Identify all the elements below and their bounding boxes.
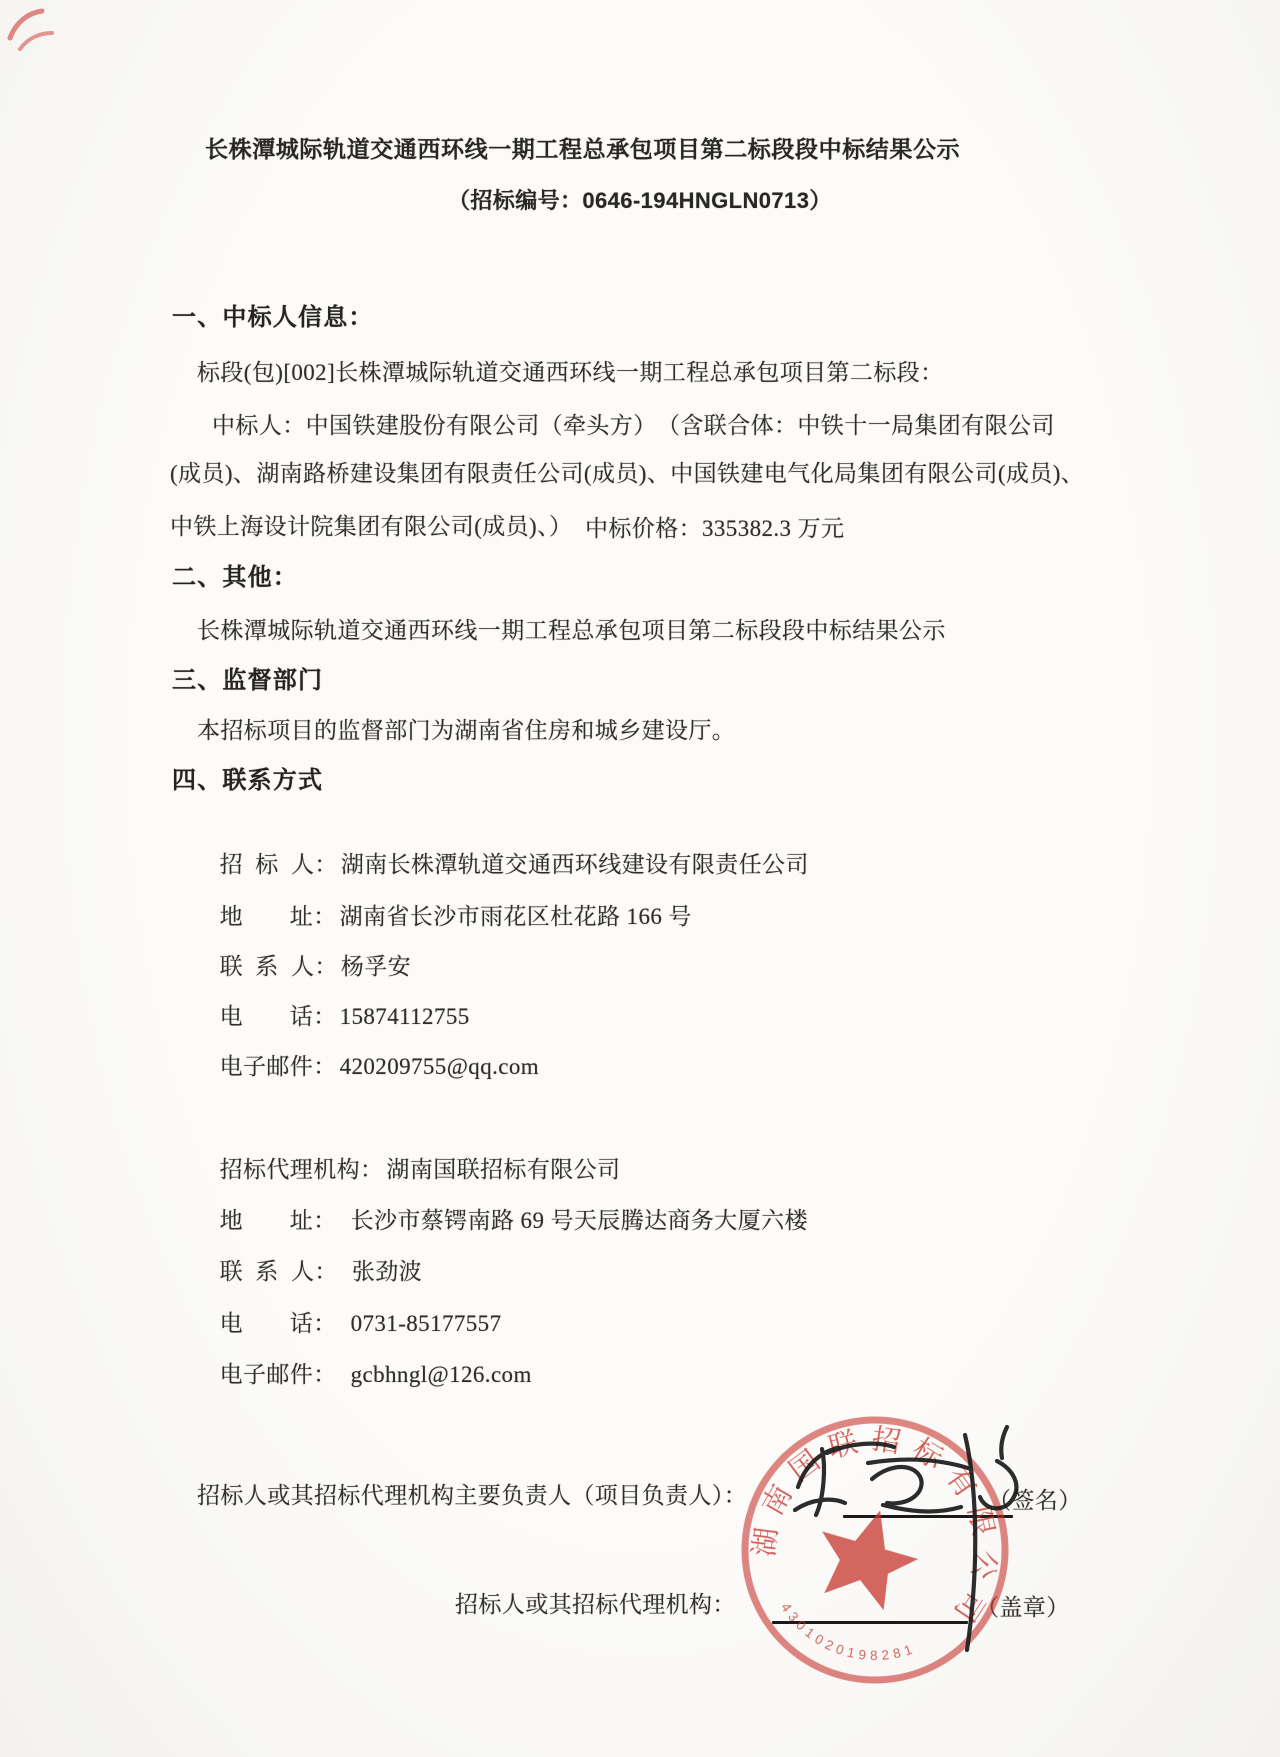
signature-suffix: （签名） xyxy=(988,1488,1082,1513)
seal-serial: 4301020198281 xyxy=(778,1600,919,1664)
section-1-heading: 一、中标人信息： xyxy=(172,304,374,331)
supervision-note: 本招标项目的监督部门为湖南省住房和城乡建设厅。 xyxy=(197,718,736,743)
winner-line: 中标人：中国铁建股份有限公司（牵头方） （含联合体：中铁十一局集团有限公司 xyxy=(212,413,1055,438)
agency-email-row xyxy=(195,1330,532,1420)
doc-title-line1: 长株潭城际轨道交通西环线一期工程总承包项目第二标段段中标结果公示 xyxy=(205,136,961,162)
row-label: 招标代理机构： xyxy=(219,1157,384,1182)
section-3-heading: 三、监督部门 xyxy=(172,667,324,694)
row-label: 招 标 人： xyxy=(219,852,338,877)
seal-line-label: 招标人或其招标代理机构： xyxy=(455,1592,736,1617)
winner-members-line-end: 中铁上海设计院集团有限公司(成员)、） xyxy=(170,514,573,539)
row-value: 湖南国联招标有限公司 xyxy=(386,1157,621,1182)
row-label: 电 话： xyxy=(219,1311,337,1336)
row-label: 电子邮件： xyxy=(219,1054,337,1079)
row-value: 长沙市蔡锷南路 69 号天辰腾达商务大厦六楼 xyxy=(350,1208,808,1233)
row-label: 联 系 人： xyxy=(219,1259,338,1284)
row-value: 0731-85177557 xyxy=(350,1311,502,1336)
row-label: 地 址： xyxy=(219,904,337,929)
section-2-heading: 二、其他： xyxy=(172,564,298,591)
section-4-heading: 四、联系方式 xyxy=(172,767,324,794)
handwritten-signature xyxy=(775,1415,1045,1665)
signer-line-label: 招标人或其招标代理机构主要负责人（项目负责人）： xyxy=(197,1483,748,1508)
row-label: 地 址： xyxy=(219,1208,337,1233)
lot-line: 标段(包)[002]长株潭城际轨道交通西环线一期工程总承包项目第二标段： xyxy=(197,360,944,385)
row-value: gcbhngl@126.com xyxy=(350,1362,532,1387)
bid-price: 中标价格：335382.3 万元 xyxy=(585,516,845,541)
row-value: 15874112755 xyxy=(339,1004,470,1029)
row-label: 电 话： xyxy=(219,1004,337,1029)
tenderer-email-row xyxy=(195,1022,539,1112)
row-value: 张劲波 xyxy=(351,1259,423,1284)
row-value: 湖南长株潭轨道交通西环线建设有限责任公司 xyxy=(340,852,809,877)
row-label: 电子邮件： xyxy=(219,1362,337,1387)
red-corner-mark-icon xyxy=(4,4,56,56)
other-note: 长株潭城际轨道交通西环线一期工程总承包项目第二标段段中标结果公示 xyxy=(197,618,946,643)
row-label: 联 系 人： xyxy=(219,954,338,979)
doc-title-line2: （招标编号：0646-194HNGLN0713） xyxy=(448,188,832,213)
row-value: 湖南省长沙市雨花区杜花路 166 号 xyxy=(339,904,692,929)
row-value: 420209755@qq.com xyxy=(339,1054,540,1079)
seal-suffix: （盖章） xyxy=(976,1595,1070,1620)
row-value: 杨孚安 xyxy=(340,954,412,979)
seal-arc-text: 湖南国联招标有限公司 xyxy=(748,1423,1002,1636)
winner-members-line: (成员)、湖南路桥建设集团有限责任公司(成员)、中国铁建电气化局集团有限公司(成员)、 xyxy=(170,461,1085,486)
